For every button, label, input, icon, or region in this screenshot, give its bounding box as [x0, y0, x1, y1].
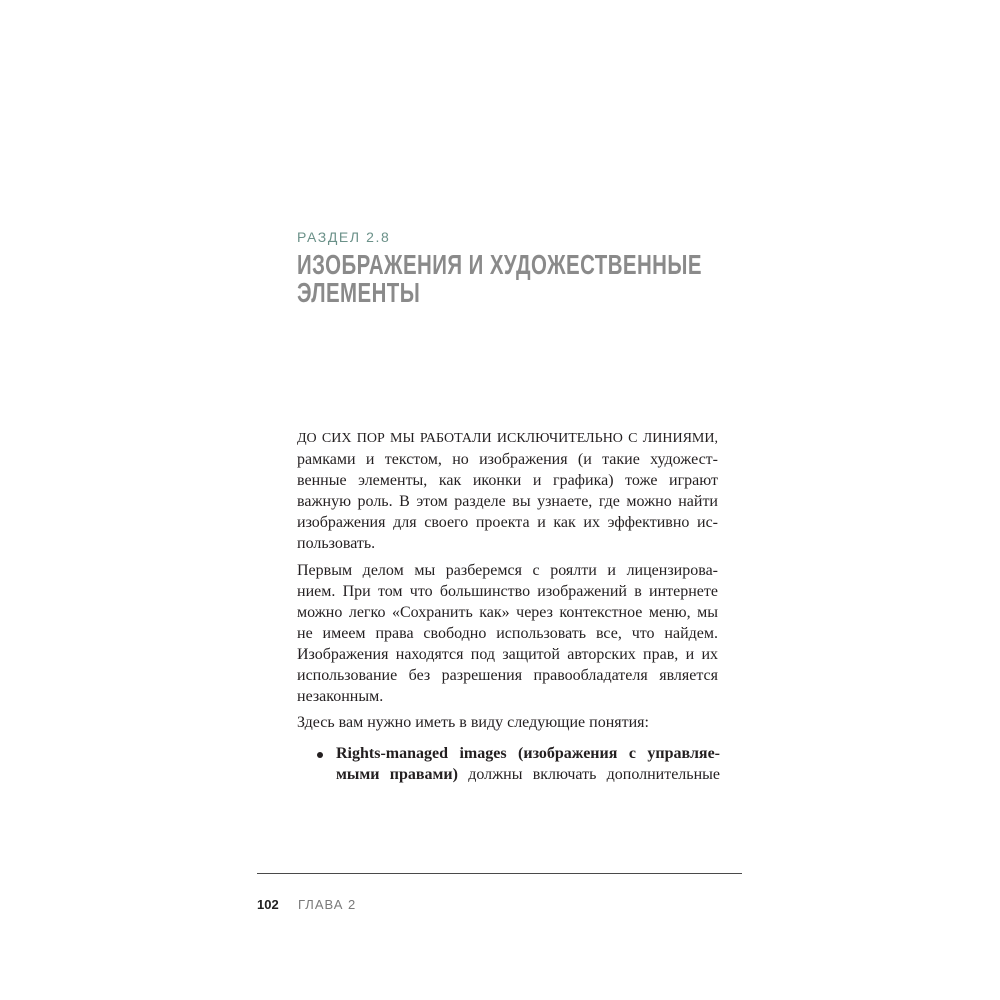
paragraph-line: Изображения находятся под защитой авторских прав, и их	[297, 646, 718, 663]
paragraph-line: изображения для своего проекта и как их эффективно ис-	[297, 514, 718, 531]
paragraph-line: нием. При том что большинство изображений в интернете	[297, 583, 718, 600]
paragraph-line: венные элементы, как иконки и графика) тоже играют	[297, 472, 718, 489]
section-title-line: ИЗОБРАЖЕНИЯ И ХУДОЖЕСТВЕННЫЕ	[297, 249, 702, 280]
paragraph-line: важную роль. В этом разделе вы узнаете, где можно найти	[297, 493, 718, 510]
paragraph-line: не имеем права свободно использовать все, что найдем.	[297, 625, 718, 642]
chapter-label: ГЛАВА 2	[298, 897, 357, 912]
paragraph-line: пользовать.	[297, 535, 376, 552]
paragraph-line: Здесь вам нужно иметь в виду следующие понятия:	[297, 714, 649, 731]
paragraph-line: использование без разрешения правообладателя является	[297, 667, 718, 684]
section-title-line: ЭЛЕМЕНТЫ	[297, 277, 421, 308]
paragraph-line: рамками и текстом, но изображения (и такие художест-	[297, 451, 718, 468]
paragraph-intro	[297, 428, 718, 554]
paragraph-line: незаконным.	[297, 688, 384, 705]
paragraph-concepts	[297, 712, 718, 733]
bullet-line	[336, 764, 720, 785]
bullet-icon	[317, 752, 323, 758]
bullet-description: должны включать дополнительные	[468, 766, 720, 783]
section-label: РАЗДЕЛ 2.8	[297, 229, 391, 245]
bullet-term: Rights-managed images (изображения с управляе-	[336, 745, 720, 762]
section-title	[297, 251, 852, 307]
bullet-term: мыми правами)	[336, 766, 458, 783]
paragraph-line: можно легко «Сохранить как» через контекстное меню, мы	[297, 604, 718, 621]
page-number: 102	[257, 897, 279, 912]
paragraph-line-lead-in: ДО СИХ ПОР МЫ РАБОТАЛИ ИСКЛЮЧИТЕЛЬНО С ЛИНИЯМИ,	[297, 431, 718, 446]
paragraph-licensing	[297, 560, 718, 707]
footer-divider	[257, 873, 742, 874]
bullet-line	[336, 743, 720, 764]
bullet-text	[336, 743, 720, 785]
paragraph-line: Первым делом мы разберемся с роялти и лицензирова-	[297, 562, 718, 579]
bullet-list-item	[297, 743, 720, 785]
